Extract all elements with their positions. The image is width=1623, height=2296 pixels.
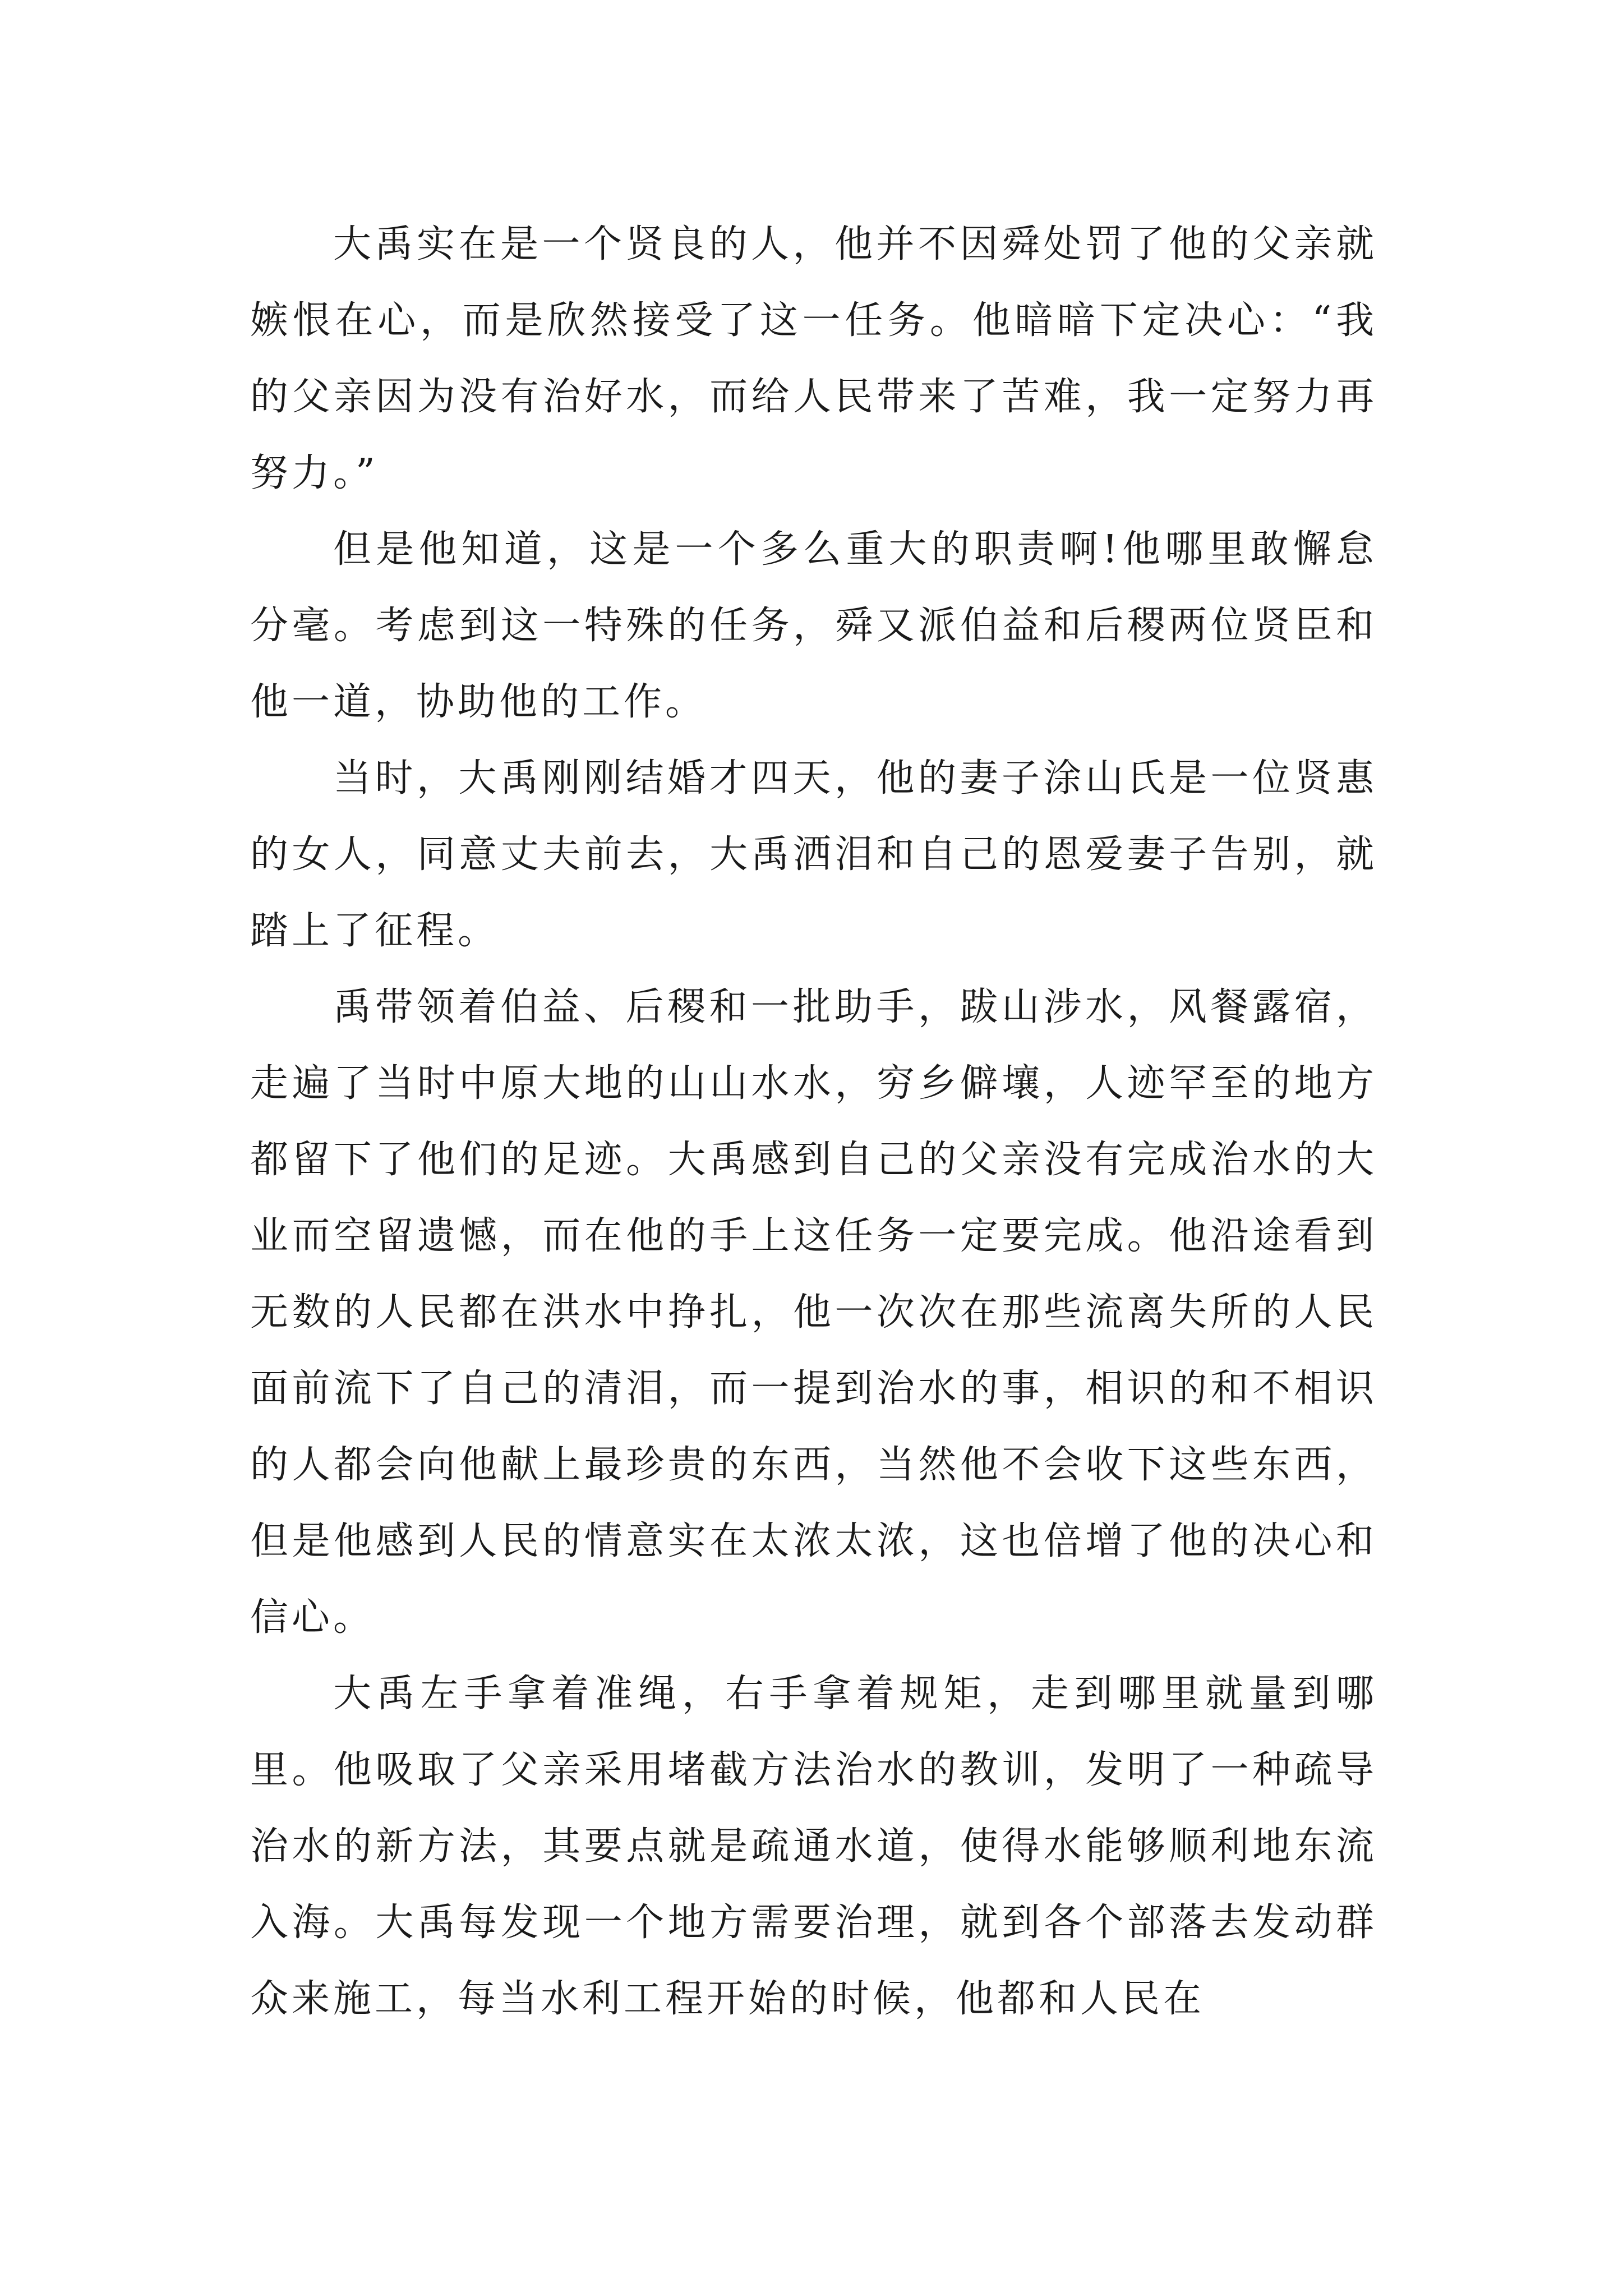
paragraph-4: 禹带领着伯益、后稷和一批助手，跋山涉水，风餐露宿，走遍了当时中原大地的山山水水，穷乡僻壤，人迹罕至的地方都留下了他们的足迹。大禹感到自己的父亲没有完成治水的大业而空留遗憾，而在他的手上这任务一定要完成。他沿途看到无数的人民都在洪水中挣扎，他一次次在那些流离失所的人民面前流下了自己的清泪，而一提到治水的事，相识的和不相识的人都会向他献上最珍贵的东西，当然他不会收下这些东西，但是他感到人民的情意实在太浓太浓，这也倍增了他的决心和信心。 (250, 985, 1377, 1640)
paragraph-3: 当时，大禹刚刚结婚才四天，他的妻子涂山氏是一位贤惠的女人，同意丈夫前去，大禹洒泪和自己的恩爱妻子告别，就踏上了征程。 (250, 756, 1377, 953)
paragraph-1: 大禹实在是一个贤良的人，他并不因舜处罚了他的父亲就嫉恨在心，而是欣然接受了这一任务。他暗暗下定决心：“我的父亲因为没有治好水，而给人民带来了苦难，我一定努力再努力。” (250, 222, 1377, 495)
paragraph-5: 大禹左手拿着准绳，右手拿着规矩，走到哪里就量到哪里。他吸取了父亲采用堵截方法治水的教训，发明了一种疏导治水的新方法，其要点就是疏通水道，使得水能够顺利地东流入海。大禹每发现一个地方需要治理，就到各个部落去发动群众来施工，每当水利工程开始的时候，他都和人民在 (250, 1672, 1377, 2021)
body-text (250, 206, 1377, 2037)
paragraph-2: 但是他知道，这是一个多么重大的职责啊!他哪里敢懈怠分毫。考虑到这一特殊的任务，舜又派伯益和后稷两位贤臣和他一道，协助他的工作。 (250, 527, 1377, 724)
